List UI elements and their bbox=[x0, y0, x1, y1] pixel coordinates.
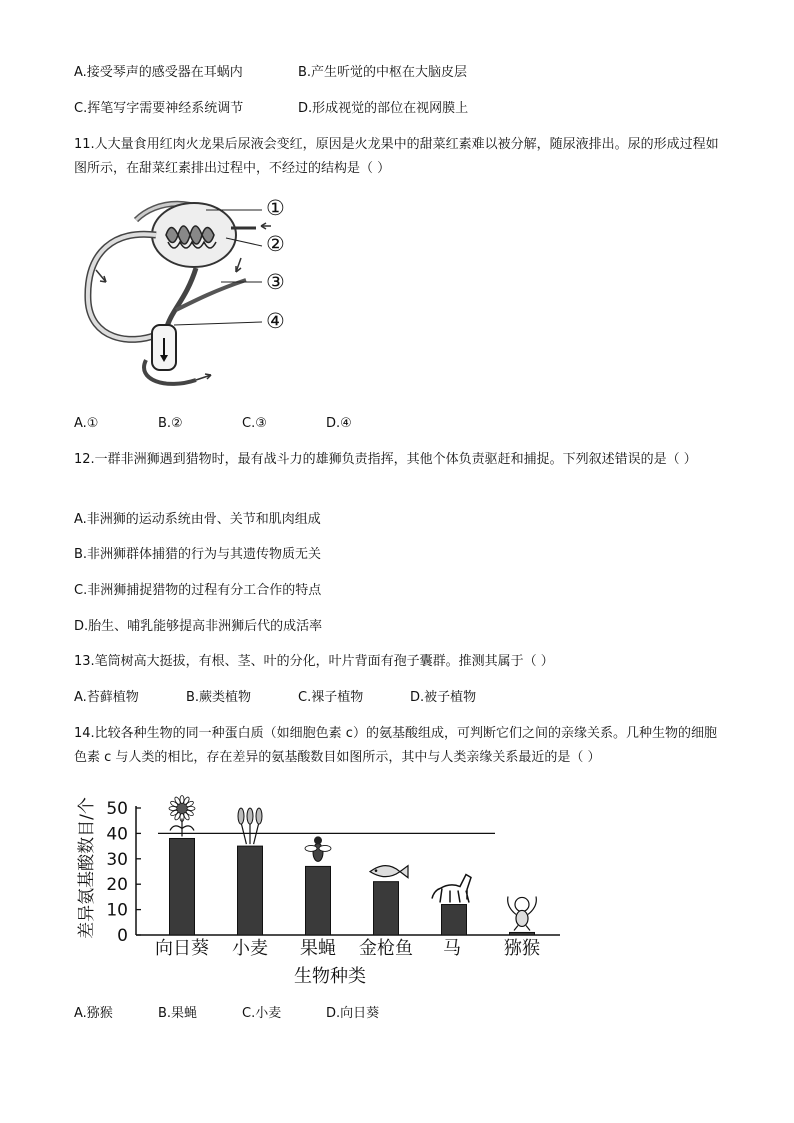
fruit-fly-icon bbox=[305, 836, 331, 861]
q10-option-c: C.挥笔写字需要神经系统调节 bbox=[74, 101, 244, 116]
q13-options bbox=[74, 687, 476, 709]
y-tick-label: 30 bbox=[106, 849, 128, 870]
y-tick-label: 0 bbox=[117, 926, 128, 946]
q14-option-b: B.果蝇 bbox=[158, 1006, 198, 1021]
q11-option-d: D.④ bbox=[326, 416, 352, 431]
bar-wheat bbox=[238, 846, 263, 935]
q13-stem: 13.笔筒树高大挺拔，有根、茎、叶的分化，叶片背面有孢子囊群。推测其属于（ ） bbox=[74, 654, 554, 669]
q14-stem: 14.比较各种生物的同一种蛋白质（如细胞色素 c）的氨基酸组成，可判断它们之间的亲缘关系。几种生物的细胞色素 c 与人类的相比，存在差异的氨基酸数目如图所示，其中与人类亲缘关系最近的是（ ） bbox=[74, 726, 717, 765]
y-tick-label: 20 bbox=[106, 875, 128, 896]
amino-acid-chart bbox=[70, 784, 570, 994]
q11-option-b: B.② bbox=[158, 416, 183, 431]
bar-sunflower bbox=[170, 838, 195, 935]
q12-option-d: D.胎生、哺乳能够提高非洲狮后代的成活率 bbox=[74, 619, 323, 634]
nephron-label-4: ④ bbox=[266, 309, 285, 333]
sunflower-icon bbox=[169, 795, 195, 836]
q11-stem: 11.人大量食用红肉火龙果后尿液会变红，原因是火龙果中的甜菜红素难以被分解，随尿液排出。尿的形成过程如图所示，在甜菜红素排出过程中，不经过的结构是（ ） bbox=[74, 137, 719, 176]
q14-option-c: C.小麦 bbox=[242, 1006, 282, 1021]
nephron-diagram bbox=[76, 190, 306, 400]
q11-option-a: A.① bbox=[74, 416, 99, 431]
nephron-label-3: ③ bbox=[266, 270, 285, 294]
wheat-icon bbox=[238, 808, 262, 844]
nephron-label-1: ① bbox=[266, 196, 285, 220]
x-tick-label: 果蝇 bbox=[300, 938, 336, 959]
x-tick-label: 小麦 bbox=[232, 938, 268, 959]
q10-option-a: A.接受琴声的感受器在耳蜗内 bbox=[74, 65, 243, 80]
bar-horse bbox=[442, 905, 467, 935]
q10-options-row-1 bbox=[74, 62, 467, 84]
bar-tuna bbox=[374, 882, 399, 935]
q10-option-b: B.产生听觉的中枢在大脑皮层 bbox=[298, 65, 468, 80]
y-tick-label: 10 bbox=[106, 900, 128, 921]
q12-stem: 12.一群非洲狮遇到猎物时，最有战斗力的雄狮负责指挥，其他个体负责驱赶和捕捉。下列叙述错误的是（ ） bbox=[74, 452, 697, 467]
bar-monkey bbox=[510, 932, 535, 935]
y-axis-label: 差异氨基酸数目/个 bbox=[77, 797, 97, 939]
q14-options bbox=[74, 1003, 379, 1025]
q10-options-row-2 bbox=[74, 98, 468, 120]
q14-option-a: A.猕猴 bbox=[74, 1006, 113, 1021]
q12-option-c: C.非洲狮捕捉猎物的过程有分工合作的特点 bbox=[74, 583, 322, 598]
q13-option-c: C.裸子植物 bbox=[298, 690, 364, 705]
monkey-icon bbox=[508, 896, 537, 930]
q14-option-d: D.向日葵 bbox=[326, 1006, 380, 1021]
tuna-icon bbox=[370, 866, 408, 878]
x-tick-label: 马 bbox=[443, 938, 461, 959]
q12-option-a: A.非洲狮的运动系统由骨、关节和肌肉组成 bbox=[74, 512, 321, 527]
nephron-label-2: ② bbox=[266, 232, 285, 256]
horse-icon bbox=[432, 875, 471, 903]
bar-fruit-fly bbox=[306, 866, 331, 935]
x-tick-label: 向日葵 bbox=[155, 938, 209, 959]
q12-option-b: B.非洲狮群体捕猎的行为与其遗传物质无关 bbox=[74, 547, 322, 562]
q11-options bbox=[74, 413, 352, 435]
q10-option-d: D.形成视觉的部位在视网膜上 bbox=[298, 101, 469, 116]
x-tick-label: 猕猴 bbox=[504, 938, 540, 959]
x-tick-label: 金枪鱼 bbox=[359, 938, 413, 959]
q13-option-d: D.被子植物 bbox=[410, 690, 477, 705]
q13-option-b: B.蕨类植物 bbox=[186, 690, 252, 705]
y-tick-label: 40 bbox=[106, 824, 128, 845]
x-axis-label: 生物种类 bbox=[294, 966, 366, 987]
y-tick-label: 50 bbox=[106, 799, 128, 819]
q13-option-a: A.苔藓植物 bbox=[74, 690, 139, 705]
q11-option-c: C.③ bbox=[242, 416, 267, 431]
